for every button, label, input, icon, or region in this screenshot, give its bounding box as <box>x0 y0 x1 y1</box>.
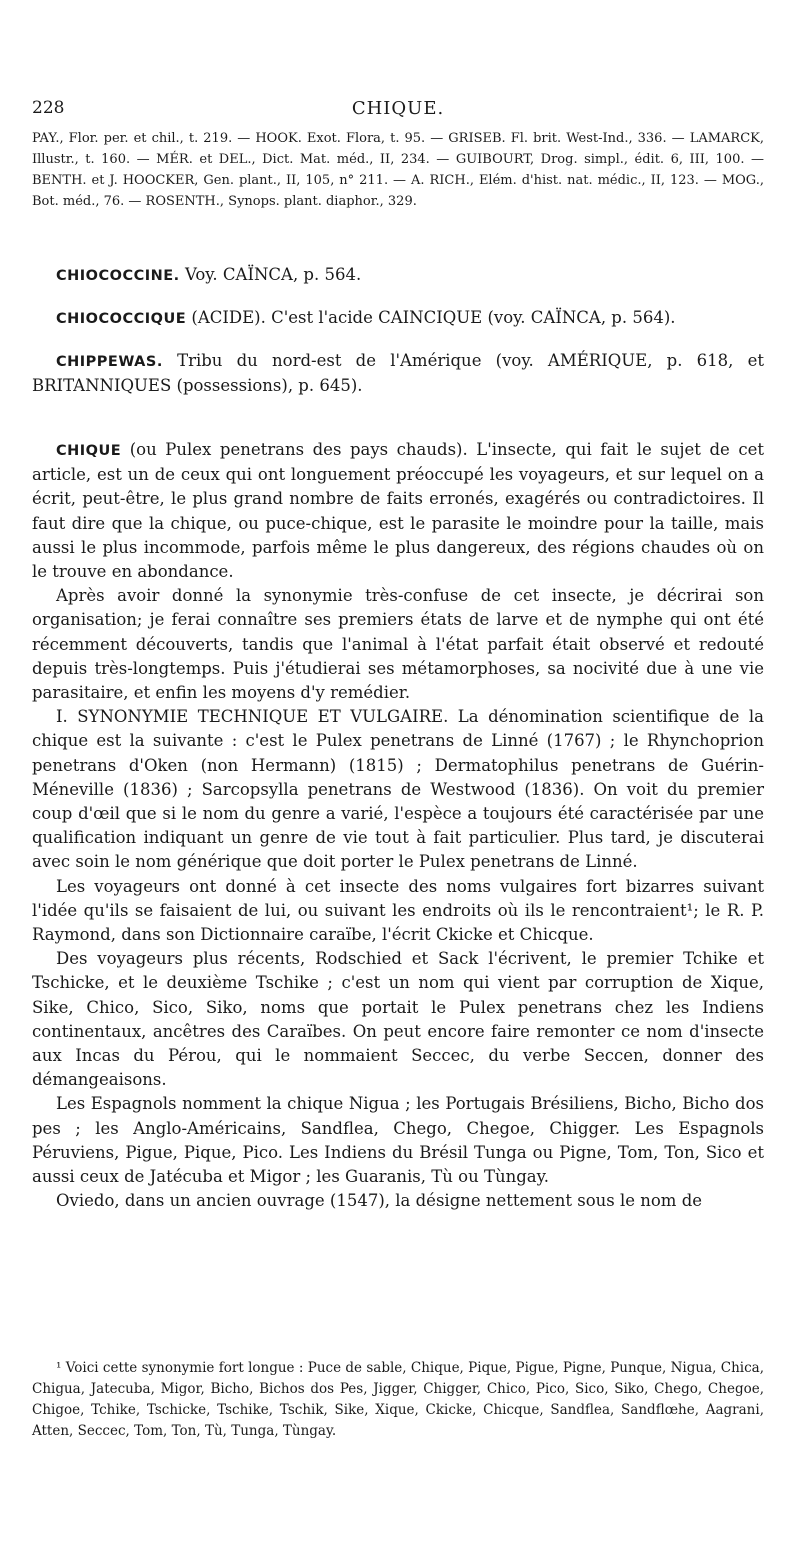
article-chique <box>32 438 764 1214</box>
article-paragraph <box>32 1189 764 1213</box>
paragraph-text: Les Espagnols nomment la chique Nigua ; les Portugais Brésiliens, Bicho, Bicho dos pes ; les Anglo-Américains, Sandflea, Chego, Chegoe, Chigger. Les Espagnols Péruviens, Pigue, Pique, Pico. Les Indiens du Brésil Tunga ou Pigne, Tom, Ton, Sico et aussi ceux de Jatécuba et Migor ; les Guaranis, Tù ou Tùngay. <box>32 1094 764 1187</box>
bibliography-block <box>32 128 764 212</box>
article-head: CHIQUE <box>56 443 122 459</box>
paragraph-text: Oviedo, dans un ancien ouvrage (1547), la désigne nettement sous le nom de <box>56 1191 703 1211</box>
article-paragraph <box>32 705 764 874</box>
running-title: CHIQUE. <box>351 98 445 119</box>
paragraph-text: I. SYNONYMIE TECHNIQUE ET VULGAIRE. La dénomination scientifique de la chique est la suivante : c'est le Pulex penetrans de Linné (1767) ; le Rhynchoprion penetrans d'Oken (non Hermann) (1815) ; Dermatophilus penetrans de Guérin-Méneville (1836) ; Sarcopsylla penetrans de Westwood (1836). On voit du premier coup d'œil que si le nom du genre a varié, l'espèce a toujours été caractérisée par une qualification indiquant un genre de vie tout à fait particulier. Plus tard, je discuterai avec soin le nom générique que doit porter le Pulex penetrans de Linné. <box>32 707 764 872</box>
page-number: 228 <box>32 98 65 118</box>
article-paragraph <box>32 438 764 584</box>
paragraph-text: Les voyageurs ont donné à cet insecte des noms vulgaires fort bizarres suivant l'idée qu'ils se faisaient de lui, ou suivant les endroits où ils le rencontraient¹; le R. P. Raymond, dans son Dictionnaire caraïbe, l'écrit Ckicke et Chicque. <box>32 876 764 945</box>
article-paragraph <box>32 1092 764 1189</box>
article-paragraph <box>32 875 764 948</box>
bibliography-text: PAY., Flor. per. et chil., t. 219. — HOOK. Exot. Flora, t. 95. — GRISEB. Fl. brit. West-Ind., 336. — LAMARCK, Illustr., t. 160. — MÉR. et DEL., Dict. Mat. méd., II, 234. — GUIBOURT, Drog. simpl., édit. 6, III, 100. — BENTH. et J. HOOCKER, Gen. plant., II, 105, n° 211. — A. RICH., Elém. d'hist. nat. médic., II, 123. — MOG., Bot. méd., 76. — ROSENTH., Synops. plant. diaphor., 329. <box>32 131 764 209</box>
entry-text: Tribu du nord-est de l'Amérique (voy. AMÉRIQUE, p. 618, et BRITANNIQUES (possessions), p. 645). <box>32 351 764 395</box>
cross-reference-entries <box>32 263 764 415</box>
entry-text: (ACIDE). C'est l'acide CAINCIQUE (voy. CAÏNCA, p. 564). <box>191 308 676 327</box>
entry-chiococcine <box>32 263 764 288</box>
running-header <box>32 98 764 124</box>
entry-head: CHIOCOCCIQUE <box>56 311 187 327</box>
footnote: ¹ Voici cette synonymie fort longue : Puce de sable, Chique, Pique, Pigue, Pigne, Punque, Nigua, Chica, Chigua, Jatecuba, Migor, Bicho, Bichos dos Pes, Jigger, Chigger, Chico, Pico, Sico, Siko, Chego, Chegoe, Chigoe, Tchike, Tschicke, Tschike, Tschik, Sike, Xique, Ckicke, Chicque, Sandflea, Sandflœhe, Aagrani, Atten, Seccec, Tom, Ton, Tù, Tunga, Tùngay. <box>32 1360 764 1439</box>
entry-head: CHIOCOCCINE. <box>56 268 180 284</box>
entry-chippewas <box>32 349 764 397</box>
paragraph-text: (ou Pulex penetrans des pays chauds). L'insecte, qui fait le sujet de cet article, est un de ceux qui ont longuement préoccupé les voyageurs, et sur lequel on a écrit, peut-être, le plus grand nombre de faits erronés, exagérés ou contradictoires. Il faut dire que la chique, ou puce-chique, est le parasite le moindre pour la taille, mais aussi le plus incommode, parfois même le plus dangereux, des régions chaudes où on le trouve en abondance. <box>32 440 764 582</box>
entry-text: Voy. CAÏNCA, p. 564. <box>184 265 362 284</box>
entry-chiococcique <box>32 306 764 331</box>
paragraph-text: Après avoir donné la synonymie très-confuse de cet insecte, je décrirai son organisation; je ferai connaître ses premiers états de larve et de nymphe qui ont été récemment découverts, tandis que l'animal à l'état parfait était observé et redouté depuis très-longtemps. Puis j'étudierai ses métamorphoses, sa nocivité due à une vie parasitaire, et enfin les moyens d'y remédier. <box>32 586 764 703</box>
entry-head: CHIPPEWAS. <box>56 354 163 370</box>
paragraph-text: Des voyageurs plus récents, Rodschied et Sack l'écrivent, le premier Tchike et Tschicke, et le deuxième Tschike ; c'est un nom qui vient par corruption de Xique, Sike, Chico, Sico, Siko, noms que portait le Pulex penetrans chez les Indiens continentaux, ancêtres des Caraïbes. On peut encore faire remonter ce nom d'insecte aux Incas du Pérou, qui le nommaient Seccec, du verbe Seccen, donner des démangeaisons. <box>32 949 764 1090</box>
article-paragraph <box>32 584 764 705</box>
article-paragraph <box>32 947 764 1092</box>
